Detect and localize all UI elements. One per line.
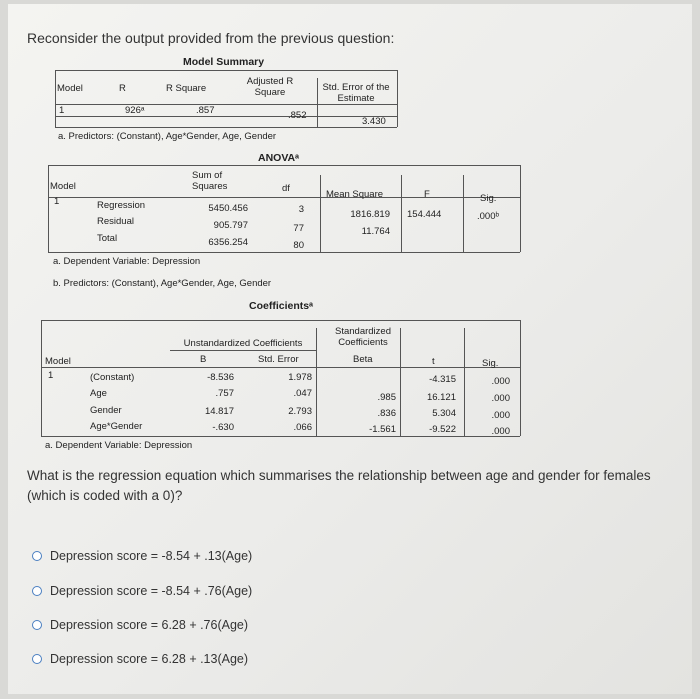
option-3[interactable] [32,618,248,632]
option-1[interactable] [32,549,252,563]
ms-header-std-error: Std. Error of the Estimate [322,82,390,104]
coef-row-t: 5.304 [432,408,456,419]
coef-row-se: .066 [293,422,312,433]
coef-row-sig: .000 [491,393,510,404]
coef-row-se: 2.793 [288,406,312,417]
anova-row-mean-sq: 1816.819 [350,209,390,220]
anova-row-f: 154.444 [407,209,442,220]
coef-header-std: Standardized Coefficients [335,326,391,348]
coef-header-model: Model [45,356,71,367]
coef-row-label: Gender [90,405,122,416]
coef-row-label: (Constant) [90,372,135,383]
anova-header-sig: Sig. [480,193,497,204]
anova-row-sig: .000ᵇ [477,211,500,222]
coef-row-b: .757 [215,388,234,399]
radio-button-icon[interactable] [32,620,42,630]
ms-header-r-square: R Square [166,83,207,94]
anova-header-f: F [424,189,430,200]
option-label: Depression score = -8.54 + .76(Age) [50,584,253,598]
ms-row-model: 1 [59,105,65,116]
radio-button-icon[interactable] [32,551,42,561]
coef-row-beta: .985 [377,392,396,403]
question-prompt: What is the regression equation which summarises the relationship between age and gender for females (which is coded with a 0)? [27,468,651,503]
anova-footnote-a: a. Dependent Variable: Depression [53,256,201,267]
coef-header-beta: Beta [353,354,373,365]
radio-button-icon[interactable] [32,654,42,664]
ms-row-std-error: 3.430 [362,116,386,127]
ms-row-r-square: .857 [196,105,215,116]
coef-header-unstd: Unstandardized Coefficients [183,338,303,349]
option-label: Depression score = 6.28 + .76(Age) [50,618,249,632]
anova-model-num: 1 [54,196,60,207]
option-4[interactable] [32,652,248,666]
ms-header-r: R [119,83,126,94]
anova-row-label: Residual [97,216,134,227]
anova-row-mean-sq: 11.764 [361,226,390,237]
anova-header-model: Model [50,181,76,192]
option-2[interactable] [32,584,252,598]
coef-row-beta: .836 [377,408,396,419]
ms-footnote: a. Predictors: (Constant), Age*Gender, Age, Gender [58,131,277,142]
anova-row-label: Total [97,233,118,244]
coef-row-label: Age*Gender [90,421,143,432]
radio-button-icon[interactable] [32,586,42,596]
coef-footnote: a. Dependent Variable: Depression [45,440,193,451]
anova-row-label: Regression [97,200,146,211]
coef-row-t: -4.315 [429,374,456,385]
anova-caption: ANOVAᵃ [258,152,300,164]
coef-row-sig: .000 [491,376,510,387]
coef-row-b: -8.536 [207,372,234,383]
coef-row-sig: .000 [491,410,510,421]
anova-header-mean-sq: Mean Square [326,189,384,200]
ms-header-model: Model [57,83,83,94]
ms-header-adj-r-square: Adjusted R Square [246,76,294,98]
anova-footnote-b: b. Predictors: (Constant), Age*Gender, Age, Gender [53,278,272,289]
coef-header-sig: Sig. [482,358,499,369]
anova-header-sum-sq: Sum of Squares [192,170,228,192]
anova-row-df: 77 [293,223,304,234]
coef-header-std-error: Std. Error [258,354,299,365]
coef-row-t: -9.522 [429,424,456,435]
coef-row-sig: .000 [491,426,510,437]
option-label: Depression score = 6.28 + .13(Age) [50,652,249,666]
anova-row-sum-sq: 905.797 [213,220,248,231]
coef-row-beta: -1.561 [369,424,396,435]
option-label: Depression score = -8.54 + .13(Age) [50,549,253,563]
anova-header-df: df [282,183,290,194]
coef-header-b: B [200,354,207,365]
coef-row-b: -.630 [212,422,234,433]
anova-row-sum-sq: 6356.254 [208,237,248,248]
coef-row-b: 14.817 [204,406,234,417]
coef-row-se: 1.978 [288,372,312,383]
coef-row-se: .047 [293,388,312,399]
question-title: Reconsider the output provided from the previous question: [27,30,395,46]
coefficients-caption: Coefficientsᵃ [249,300,314,312]
anova-row-df: 3 [298,204,304,215]
model-summary-caption: Model Summary [183,56,265,68]
coef-row-t: 16.121 [426,392,456,403]
anova-row-df: 80 [293,240,304,251]
coef-header-t: t [432,356,435,367]
ms-row-r: 926ᵃ [125,105,145,116]
coef-row-label: Age [90,388,107,399]
coef-model-num: 1 [48,370,54,381]
anova-row-sum-sq: 5450.456 [208,203,248,214]
ms-row-adj-r-square: .852 [288,110,307,121]
